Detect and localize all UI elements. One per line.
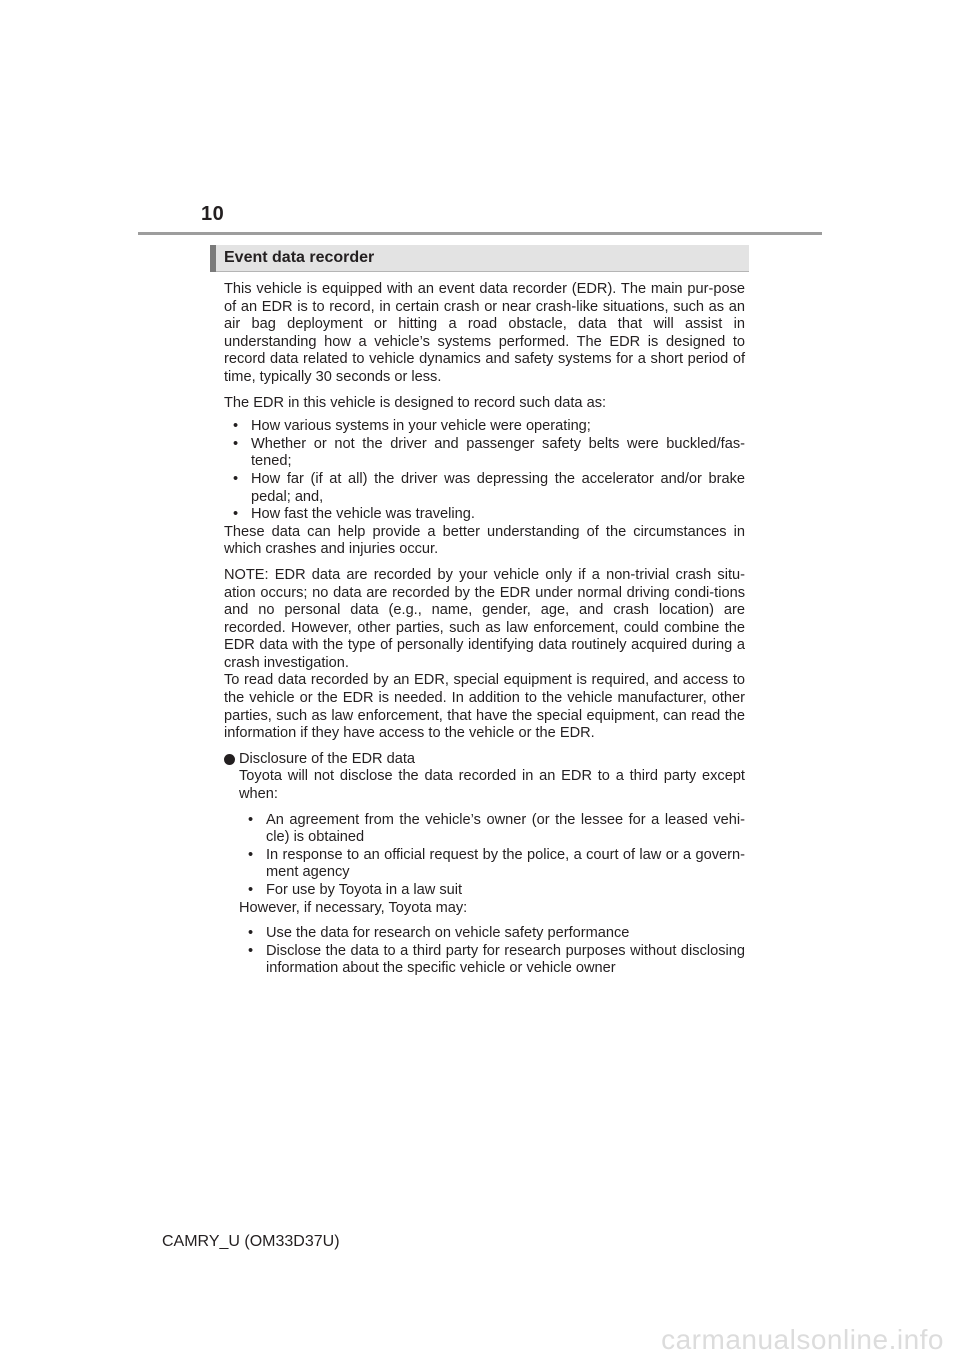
list-item: • Whether or not the driver and passenger safety belts were buckled/fas-tened; <box>224 436 745 471</box>
list-item: • In response to an official request by the police, a court of law or a govern-ment agency <box>239 847 745 882</box>
list-item: • How fast the vehicle was traveling. <box>224 506 745 524</box>
disclosure-intro: Toyota will not disclose the data recorded in an EDR to a third party except when: <box>239 768 745 803</box>
site-watermark: carmanualsonline.info <box>661 1324 944 1355</box>
record-list-lead: The EDR in this vehicle is designed to record such data as: <box>224 394 607 411</box>
page-number: 10 <box>201 203 225 225</box>
list-item: • Use the data for research on vehicle safety performance <box>239 925 745 943</box>
bullet-dot-icon <box>224 754 235 765</box>
list-item: • How far (if at all) the driver was depressing the accelerator and/or brake pedal; and, <box>224 471 745 506</box>
manual-code-footer: CAMRY_U (OM33D37U) <box>162 1233 340 1250</box>
recorded-data-list <box>224 418 745 524</box>
section-header <box>210 245 749 272</box>
disclosure-heading-label: Disclosure of the EDR data <box>239 750 416 767</box>
access-paragraph: To read data recorded by an EDR, special equipment is required, and access to the vehicle or the EDR is needed. In addition to the vehicle manufacturer, other parties, such as law enforcement, that have the special equipment, can read the information if they have access to the vehicle or the EDR. <box>224 672 745 742</box>
after-list-paragraph: These data can help provide a better understanding of the circumstances in which crashes and injuries occur. <box>224 523 745 558</box>
list-item: • How various systems in your vehicle were operating; <box>224 418 745 436</box>
header-divider <box>138 232 822 235</box>
intro-paragraph: This vehicle is equipped with an event data recorder (EDR). The main pur-pose of an EDR is to record, in certain crash or near crash-like situations, such as an air bag deployment or hitting a road obstacle, data that will assist in understanding how a vehicle’s systems performed. The EDR is designed to record data related to vehicle dynamics and safety systems for a short period of time, typically 30 seconds or less. <box>224 281 745 385</box>
section-content <box>224 281 745 978</box>
section-header-accent-bar <box>210 245 216 272</box>
toyota-uses-list <box>239 925 745 978</box>
list-item: • An agreement from the vehicle’s owner (or the lessee for a leased vehi-cle) is obtained <box>239 812 745 847</box>
list-item: • For use by Toyota in a law suit <box>239 882 745 900</box>
disclosure-body <box>224 768 745 978</box>
however-line: However, if necessary, Toyota may: <box>239 899 468 916</box>
section-title: Event data recorder <box>224 249 375 266</box>
disclosure-heading <box>224 751 745 769</box>
list-item: • Disclose the data to a third party for research purposes without disclosing information about the specific vehicle or vehicle owner <box>239 943 745 978</box>
note-paragraph: NOTE: EDR data are recorded by your vehicle only if a non-trivial crash situ-ation occurs; no data are recorded by the EDR under normal driving condi-tions and no personal data (e.g., name, gender, age, and crash location) are recorded. However, other parties, such as law enforcement, could combine the EDR data with the type of personally identifying data routinely acquired during a crash investigation. <box>224 566 745 671</box>
disclosure-conditions-list <box>239 812 745 900</box>
